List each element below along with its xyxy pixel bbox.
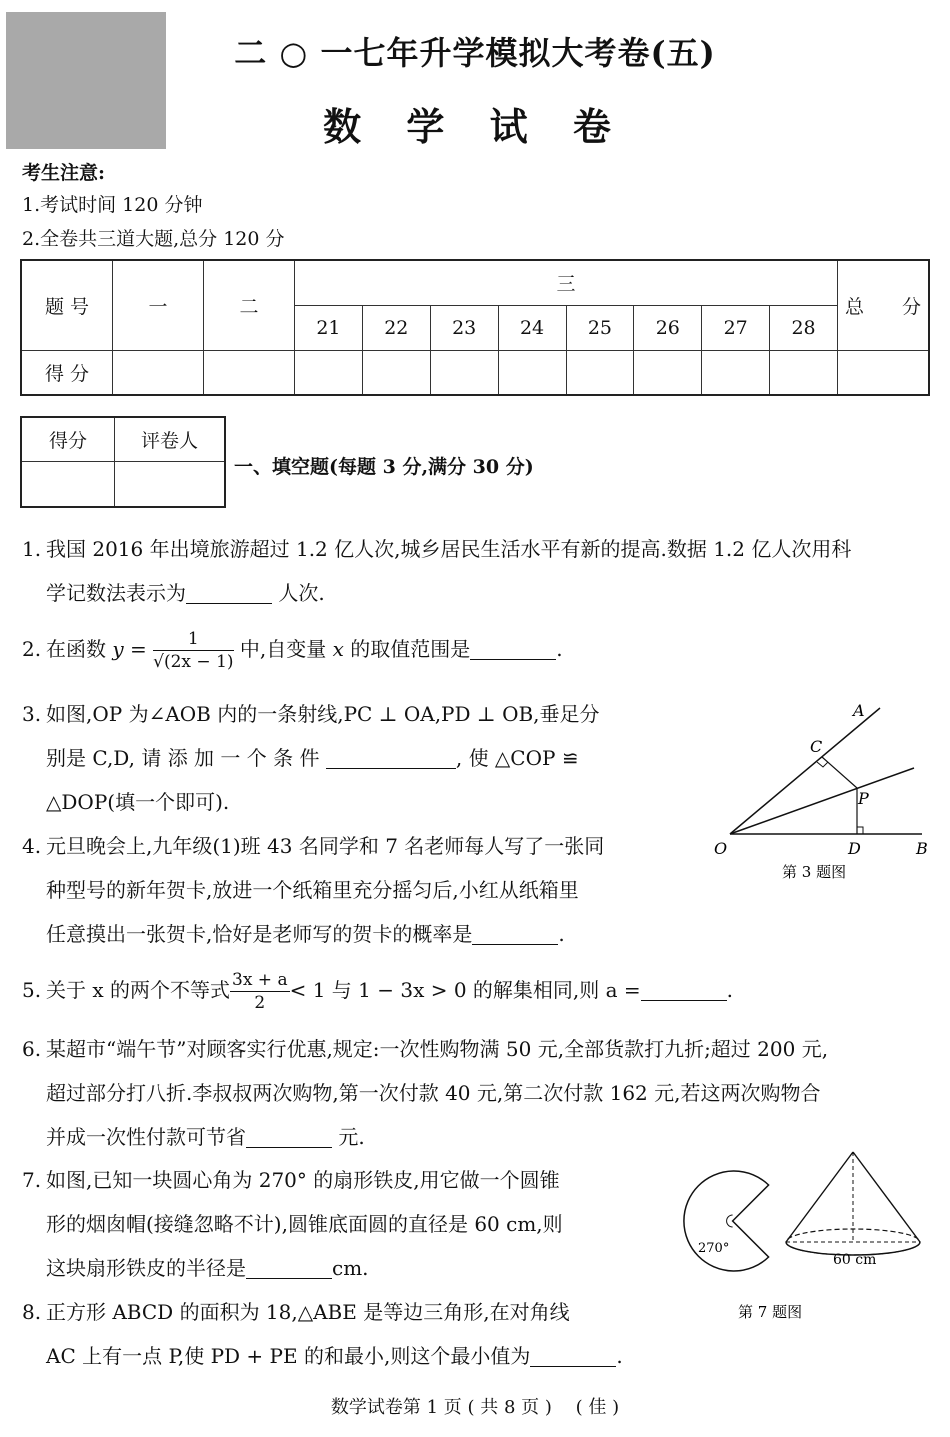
question-text: 别是 C,D, 请 添 加 一 个 条 件 <box>46 746 320 770</box>
answer-blank[interactable] <box>246 1146 332 1148</box>
label-D: D <box>848 839 861 858</box>
question-text: AC 上有一点 P,使 PD + PE 的和最小,则这个最小值为 <box>46 1344 531 1368</box>
label-O: O <box>714 839 728 858</box>
score-cell[interactable] <box>362 350 430 395</box>
question-text: . <box>558 922 565 946</box>
question-1 <box>22 527 932 615</box>
question-text: 中,自变量 <box>233 637 333 661</box>
question-text: 我国 2016 年出境旅游超过 1.2 亿人次,城乡居民生活水平有新的提高.数据 1.2 亿人次用科 <box>46 537 852 561</box>
row-label-score: 得 分 <box>21 350 113 395</box>
grader-score-cell[interactable] <box>21 461 115 507</box>
math-var: y <box>112 637 124 661</box>
notice-heading: 考生注意: <box>22 162 106 184</box>
score-cell[interactable] <box>838 350 930 395</box>
math-var: x <box>332 637 344 661</box>
question-text: 这块扇形铁皮的半径是 <box>46 1256 246 1280</box>
question-number: 1. <box>22 537 42 561</box>
grader-table <box>20 416 226 508</box>
score-cell[interactable] <box>702 350 770 395</box>
exam-title: 二 ○ 一七年升学模拟大考卷(五) <box>234 34 716 72</box>
score-cell[interactable] <box>566 350 634 395</box>
right-angle-mark <box>857 827 863 834</box>
score-table <box>20 259 930 396</box>
fraction-denominator: 2 <box>254 993 266 1013</box>
sub-col: 26 <box>634 305 702 350</box>
question-text: 关于 x 的两个不等式 <box>46 978 230 1002</box>
question-text: 元旦晚会上,九年级(1)班 43 名同学和 7 名老师每人写了一张同 <box>46 834 605 858</box>
question-text: 正方形 ABCD 的面积为 18,△ABE 是等边三角形,在对角线 <box>46 1300 570 1324</box>
fraction-denominator: √(2x − 1) <box>153 652 234 672</box>
grader-score-label: 得分 <box>21 417 115 461</box>
question-3 <box>22 692 672 824</box>
grader-name-cell[interactable] <box>115 461 226 507</box>
sub-col: 23 <box>430 305 498 350</box>
answer-blank[interactable] <box>472 943 558 945</box>
answer-blank[interactable] <box>470 658 556 660</box>
sub-col: 28 <box>770 305 838 350</box>
answer-blank[interactable] <box>326 767 456 769</box>
notice-item: 1.考试时间 120 分钟 <box>22 194 203 216</box>
math-op: = <box>123 637 154 661</box>
grader-name-label: 评卷人 <box>115 417 226 461</box>
sub-col: 27 <box>702 305 770 350</box>
notice-item: 2.全卷共三道大题,总分 120 分 <box>22 228 285 250</box>
answer-blank[interactable] <box>186 602 272 604</box>
figure-3-caption: 第 3 题图 <box>782 863 847 881</box>
label-C: C <box>810 737 823 756</box>
question-7 <box>22 1158 652 1290</box>
question-text: 超过部分打八折.李叔叔两次购物,第一次付款 40 元,第二次付款 162 元,若这两次购物合 <box>46 1081 821 1105</box>
sub-col: 24 <box>498 305 566 350</box>
sub-col: 22 <box>362 305 430 350</box>
fraction <box>153 628 233 673</box>
question-text: 任意摸出一张贺卡,恰好是老师写的贺卡的概率是 <box>46 922 473 946</box>
answer-blank[interactable] <box>246 1277 332 1279</box>
score-cell[interactable] <box>634 350 702 395</box>
question-text: △DOP(填一个即可). <box>46 790 230 814</box>
question-text: 形的烟囱帽(接缝忽略不计),圆锥底面圆的直径是 60 cm,则 <box>46 1212 563 1236</box>
question-text: 元. <box>338 1125 365 1149</box>
question-text: . <box>726 978 734 1002</box>
question-5 <box>22 968 733 1014</box>
figure-3-diagram <box>700 696 940 886</box>
fraction-numerator: 3x + a <box>232 970 288 990</box>
question-number: 3. <box>22 702 42 726</box>
question-text: 人次. <box>278 581 325 605</box>
question-number: 2. <box>22 637 42 661</box>
question-text: . <box>556 637 563 661</box>
question-number: 7. <box>22 1168 42 1192</box>
question-text: 并成一次性付款可节省 <box>46 1125 246 1149</box>
question-4 <box>22 824 682 956</box>
col-section-2: 二 <box>204 260 295 350</box>
score-cell[interactable] <box>770 350 838 395</box>
question-text: 学记数法表示为 <box>46 581 186 605</box>
question-text: 如图,OP 为∠AOB 内的一条射线,PC ⊥ OA,PD ⊥ OB,垂足分 <box>46 702 600 726</box>
segment-PC <box>822 757 857 788</box>
answer-blank[interactable] <box>641 999 727 1001</box>
question-number: 6. <box>22 1037 42 1061</box>
exam-subtitle: 数 学 试 卷 <box>323 104 627 149</box>
figure-7-caption: 第 7 题图 <box>738 1303 803 1321</box>
question-text: . <box>616 1344 623 1368</box>
sub-col: 25 <box>566 305 634 350</box>
score-cell[interactable] <box>498 350 566 395</box>
question-number: 5. <box>22 978 42 1002</box>
question-text: 某超市“端午节”对顾客实行优惠,规定:一次性购物满 50 元,全部货款打九折;超过 200 元, <box>46 1037 829 1061</box>
question-text: < 1 与 1 − 3x > 0 的解集相同,则 a = <box>289 978 641 1002</box>
section-heading: 一、填空题(每题 3 分,满分 30 分) <box>234 456 534 478</box>
cone-side-right <box>853 1152 920 1242</box>
fraction <box>230 969 290 1014</box>
question-8 <box>22 1290 722 1378</box>
row-label-question: 题 号 <box>21 260 113 350</box>
question-2 <box>22 627 563 673</box>
sub-col: 21 <box>295 305 363 350</box>
score-cell[interactable] <box>295 350 363 395</box>
right-angle-mark <box>817 762 828 767</box>
answer-blank[interactable] <box>530 1365 616 1367</box>
question-number: 8. <box>22 1300 42 1324</box>
label-A: A <box>853 701 865 720</box>
ray-OP <box>730 768 914 834</box>
col-section-3: 三 <box>295 260 838 305</box>
fraction-numerator: 1 <box>153 628 233 651</box>
cone-side-left <box>786 1152 853 1242</box>
label-P: P <box>858 789 869 808</box>
question-text: 种型号的新年贺卡,放进一个纸箱里充分摇匀后,小红从纸箱里 <box>46 878 579 902</box>
label-B: B <box>916 839 928 858</box>
diameter-label: 60 cm <box>833 1252 877 1268</box>
col-total: 总 分 <box>838 260 930 350</box>
page-footer: 数学试卷第 1 页 ( 共 8 页 ) ( 佳 ) <box>330 1397 620 1418</box>
col-section-1: 一 <box>113 260 204 350</box>
question-text: 如图,已知一块圆心角为 270° 的扇形铁皮,用它做一个圆锥 <box>46 1168 560 1192</box>
question-number: 4. <box>22 834 42 858</box>
question-text: 的取值范围是 <box>343 637 471 661</box>
sector-angle-label: 270° <box>698 1241 730 1256</box>
score-cell[interactable] <box>204 350 295 395</box>
score-cell[interactable] <box>113 350 204 395</box>
question-text: cm. <box>332 1256 369 1280</box>
question-text: , 使 △COP ≌ <box>455 746 579 770</box>
score-cell[interactable] <box>430 350 498 395</box>
question-text: 在函数 <box>46 637 113 661</box>
